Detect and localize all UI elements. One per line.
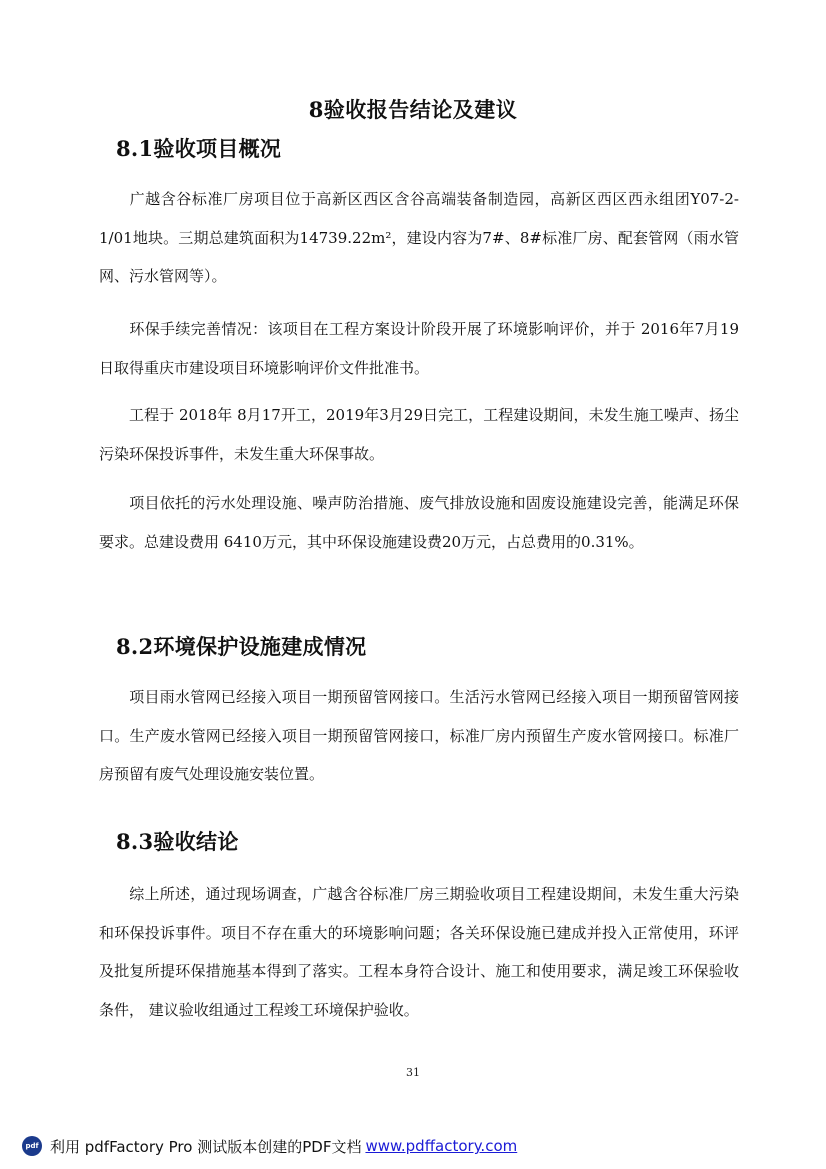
section-8-1-paragraph-4 <box>99 484 739 561</box>
pdffactory-logo-icon: pdf <box>22 1136 42 1156</box>
section-heading-8-2: 8.2环境保护设施建成情况 <box>116 634 367 659</box>
paragraph-text: 工程于 2018年 8月17开工，2019年3月29日完工，工程建设期间，未发生施工噪声、扬尘污染环保投诉事件，未发生重大环保事故。 <box>99 406 739 463</box>
paragraph-text: 项目雨水管网已经接入项目一期预留管网接口。生活污水管网已经接入项目一期预留管网接口。生产废水管网已经接入项目一期预留管网接口，标准厂房内预留生产废水管网接口。标准厂房预留有废气处理设施安装位置。 <box>99 688 739 783</box>
section-heading-8-3: 8.3验收结论 <box>116 829 239 854</box>
paragraph-text: 环保手续完善情况：该项目在工程方案设计阶段开展了环境影响评价，并于 2016年7月19日取得重庆市建设项目环境影响评价文件批准书。 <box>99 320 739 377</box>
section-8-2-paragraph-1 <box>99 678 739 794</box>
paragraph-text: 广越含谷标准厂房项目位于高新区西区含谷高端装备制造园，高新区西区西永组团Y07-2-1/01地块。三期总建筑面积为14739.22m²，建设内容为7#、8#标准厂房、配套管网（雨水管网、污水管网等）。 <box>99 190 739 285</box>
document-title: 8验收报告结论及建议 <box>308 97 518 122</box>
section-8-1-paragraph-3 <box>99 396 739 473</box>
footer-text: 利用 pdfFactory Pro 测试版本创建的PDF文档 <box>50 1137 362 1156</box>
paragraph-text: 项目依托的污水处理设施、噪声防治措施、废气排放设施和固废设施建设完善，能满足环保要求。总建设费用 6410万元，其中环保设施建设费20万元，占总费用的0.31%。 <box>99 494 739 551</box>
paragraph-text: 综上所述，通过现场调查，广越含谷标准厂房三期验收项目工程建设期间，未发生重大污染和环保投诉事件。项目不存在重大的环境影响问题；各关环保设施已建成并投入正常使用，环评及批复所提环保措施基本得到了落实。工程本身符合设计、施工和使用要求，满足竣工环保验收条件， 建议验收组通过工程竣工环境保护验收。 <box>99 885 739 1019</box>
section-8-3-paragraph-1 <box>99 875 739 1029</box>
section-8-1-paragraph-1 <box>99 180 739 296</box>
section-heading-8-1: 8.1验收项目概况 <box>116 136 282 161</box>
footer-link[interactable]: www.pdffactory.com <box>365 1137 518 1155</box>
pdffactory-footer <box>22 1134 517 1158</box>
page-number: 31 <box>406 1066 420 1079</box>
section-8-1-paragraph-2 <box>99 310 739 387</box>
